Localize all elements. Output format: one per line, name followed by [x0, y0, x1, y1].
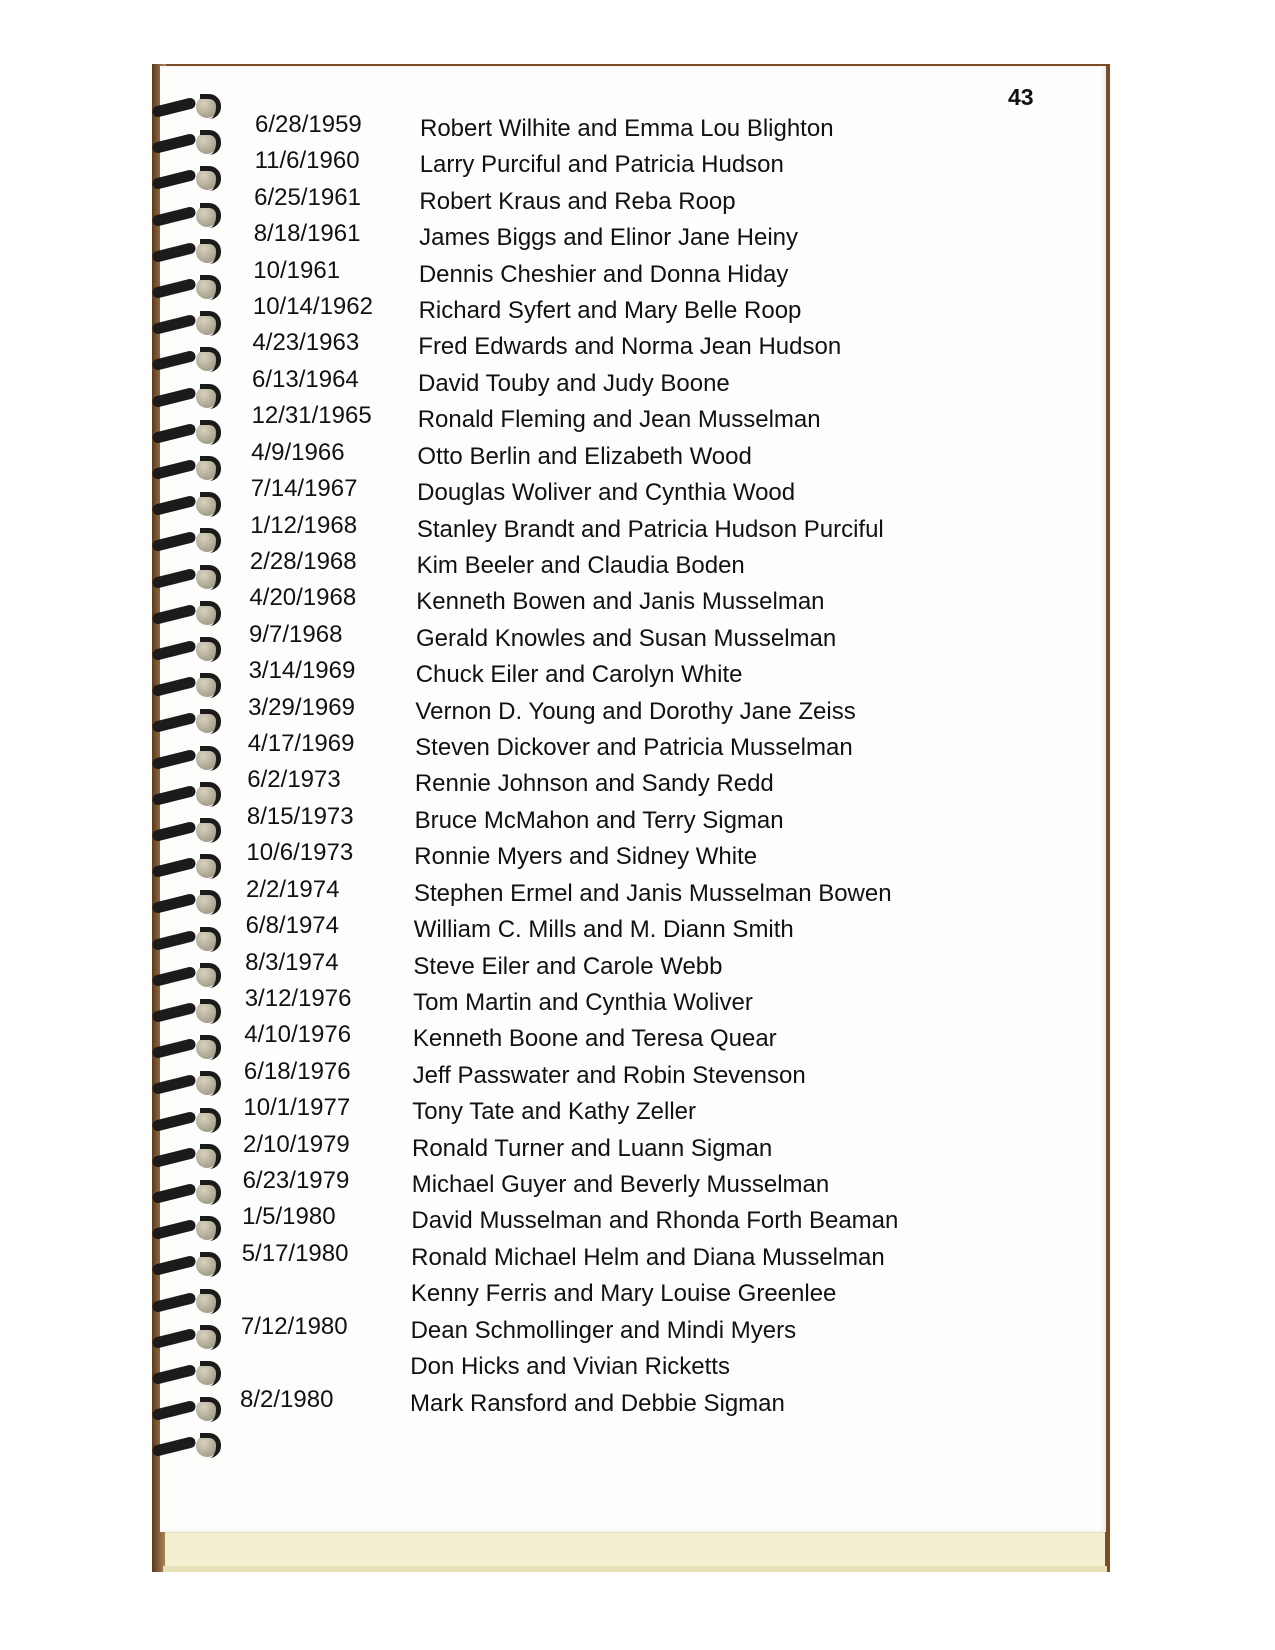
entry-names: Mark Ransford and Debbie Sigman — [410, 1389, 785, 1417]
entry-date: 8/3/1974 — [245, 948, 339, 976]
entry-date: 3/12/1976 — [244, 984, 352, 1012]
entry-date: 2/28/1968 — [249, 547, 357, 575]
entry-date: 10/14/1962 — [252, 293, 373, 321]
entry-names: Robert Kraus and Reba Roop — [419, 187, 736, 215]
entry-names: Ronald Turner and Luann Sigman — [412, 1134, 773, 1162]
entry-date: 9/7/1968 — [249, 620, 343, 648]
entry-names: Kim Beeler and Claudia Boden — [416, 551, 745, 579]
entry-names: Vernon D. Young and Dorothy Jane Zeiss — [415, 697, 856, 725]
entry-names: Steven Dickover and Patricia Musselman — [415, 734, 853, 762]
entry-names: Don Hicks and Vivian Ricketts — [410, 1353, 730, 1381]
entry-date: 6/25/1961 — [254, 183, 361, 211]
entry-date: 4/23/1963 — [252, 329, 360, 357]
entry-names: Richard Syfert and Mary Belle Roop — [418, 297, 802, 325]
entry-date: 6/13/1964 — [252, 365, 359, 393]
entry-date: 4/10/1976 — [244, 1021, 352, 1049]
entry-names: Otto Berlin and Elizabeth Wood — [417, 442, 752, 470]
entry-names: Stanley Brandt and Patricia Hudson Purciful — [416, 515, 884, 543]
entry-date: 12/31/1965 — [251, 402, 372, 430]
entry-names: Ronnie Myers and Sidney White — [414, 843, 758, 871]
entry-names: Steve Eiler and Carole Webb — [413, 952, 723, 980]
entry-date: 7/14/1967 — [250, 475, 358, 503]
entry-names: David Touby and Judy Boone — [418, 369, 730, 397]
entry-date: 6/28/1959 — [255, 111, 362, 138]
entry-names: Larry Purciful and Patricia Hudson — [419, 151, 784, 179]
entry-names: Chuck Eiler and Carolyn White — [415, 661, 743, 689]
page-number: 43 — [1008, 84, 1034, 110]
entry-names: Ronald Fleming and Jean Musselman — [417, 406, 821, 434]
entry-names: Douglas Woliver and Cynthia Wood — [417, 479, 796, 507]
entry-names: James Biggs and Elinor Jane Heiny — [419, 224, 799, 252]
entry-date: 4/17/1969 — [247, 730, 355, 758]
entry-date: 8/18/1961 — [253, 220, 361, 248]
entry-names: Tom Martin and Cynthia Woliver — [413, 988, 753, 1016]
entry-names: Michael Guyer and Beverly Musselman — [411, 1171, 830, 1198]
entry-date: 1/12/1968 — [250, 511, 358, 539]
entry-date: 4/9/1966 — [251, 438, 345, 466]
entry-date: 8/2/1980 — [240, 1385, 334, 1413]
entry-date: 10/1/1977 — [243, 1094, 351, 1122]
entry-date: 3/29/1969 — [248, 693, 355, 721]
entry-names: Dean Schmollinger and Mindi Myers — [410, 1316, 797, 1344]
entry-date: 11/6/1960 — [254, 147, 360, 175]
entry-names: Robert Wilhite and Emma Lou Blighton — [420, 115, 834, 142]
entry-date: 10/1961 — [253, 256, 341, 284]
entry-names: Ronald Michael Helm and Diana Musselman — [411, 1243, 885, 1271]
entry-names: David Musselman and Rhonda Forth Beaman — [411, 1207, 899, 1235]
entry-names: Rennie Johnson and Sandy Redd — [414, 770, 774, 798]
entry-names: Kenny Ferris and Mary Louise Greenlee — [410, 1280, 837, 1308]
entry-date: 2/10/1979 — [243, 1130, 350, 1158]
entry-names: William C. Mills and M. Diann Smith — [413, 916, 794, 944]
entry-date: 5/17/1980 — [241, 1239, 349, 1267]
entry-date: 6/2/1973 — [247, 766, 341, 794]
entry-date: 7/12/1980 — [240, 1312, 348, 1340]
entry-date: 1/5/1980 — [242, 1203, 336, 1231]
entry-names: Dennis Cheshier and Donna Hiday — [418, 260, 789, 288]
entry-date: 8/15/1973 — [246, 802, 354, 830]
entry-date: 10/6/1973 — [246, 839, 354, 867]
entry-names: Jeff Passwater and Robin Stevenson — [412, 1061, 806, 1089]
entry-names: Tony Tate and Kathy Zeller — [412, 1098, 697, 1126]
entry-names: Gerald Knowles and Susan Musselman — [416, 624, 837, 652]
entry-names: Kenneth Boone and Teresa Quear — [412, 1025, 777, 1053]
entry-date: 2/2/1974 — [246, 875, 340, 903]
entry-date: 4/20/1968 — [249, 584, 357, 612]
entry-names: Fred Edwards and Norma Jean Hudson — [418, 333, 842, 361]
entry-date: 3/14/1969 — [248, 657, 356, 685]
entry-date: 6/18/1976 — [243, 1057, 351, 1085]
entry-names: Stephen Ermel and Janis Musselman Bowen — [414, 879, 892, 907]
entry-names: Kenneth Bowen and Janis Musselman — [416, 588, 825, 616]
entry-date: 6/8/1974 — [245, 912, 339, 940]
entry-names: Bruce McMahon and Terry Sigman — [414, 806, 784, 834]
entry-date: 6/23/1979 — [242, 1167, 350, 1194]
